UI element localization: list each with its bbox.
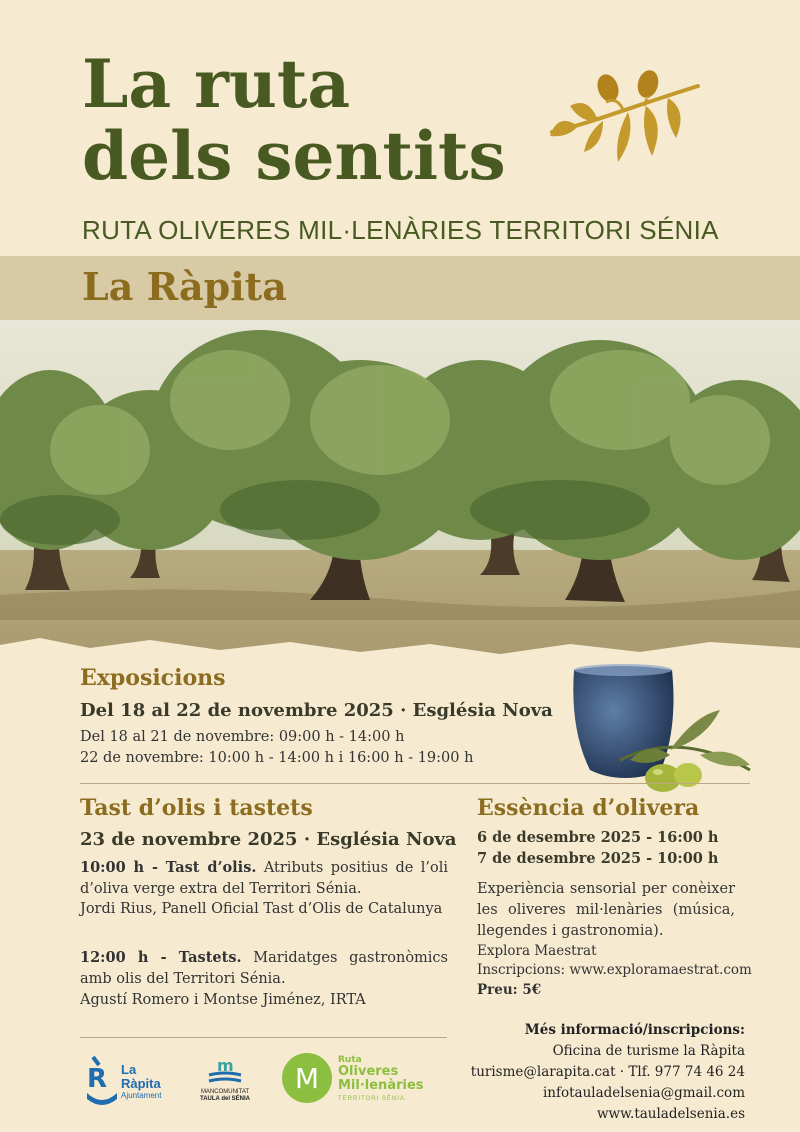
tasting-glass-image [560,660,760,800]
rapita-logo-icon [85,1055,119,1105]
title-line-1: La ruta [82,45,351,123]
logos-divider [80,1037,447,1038]
tast-item-2-people: Agustí Romero i Montse Jiménez, IRTA [80,992,366,1008]
tast-item-1-time: 10:00 h - Tast d’olis. [80,859,257,876]
ruta-oliveres-logo [282,1053,442,1109]
town-name: La Ràpita [82,264,287,309]
tast-item-2-text: Maridatges gastronòmics amb olis del Territori Sénia. [80,950,448,987]
tast-item-1 [80,857,448,900]
essencia-inscriptions: Inscripcions: www.exploramaestrat.com [477,962,752,978]
info-line-2[interactable]: turisme@larapita.cat · Tlf. 977 74 46 24 [470,1064,745,1080]
mancomunitat-logo-icon [205,1057,245,1085]
rapita-ajuntament-logo [85,1055,175,1110]
tast-heading: Tast d’olis i tastets [80,795,313,821]
svg-text:R: R [87,1064,108,1094]
rapita-logo-sub: Ajuntament [121,1091,162,1100]
info-line-3[interactable]: infotauladelsenia@gmail.com [542,1085,745,1101]
tast-item-2 [80,947,448,990]
rapita-logo-name: La Ràpita [121,1062,161,1091]
essencia-price: Preu: 5€ [477,982,542,998]
ruta-logo-line-4: TERRITORI SÉNIA [338,1096,405,1102]
essencia-organizer: Explora Maestrat [477,943,597,959]
info-line-4[interactable]: www.tauladelsenia.es [596,1106,745,1122]
subtitle: RUTA OLIVERES MIL·LENÀRIES TERRITORI SÉNIA [82,215,719,245]
essencia-date-1: 6 de desembre 2025 - 16:00 h [477,829,719,846]
essencia-heading: Essència d’olivera [477,795,700,821]
ruta-logo-line-3: Mil·lenàries [338,1078,424,1093]
mancomunitat-line-1: MANCOMUNITAT [200,1089,250,1095]
info-line-1: Oficina de turisme la Ràpita [552,1043,745,1059]
info-heading: Més informació/inscripcions: [524,1022,745,1038]
essencia-description: Experiència sensorial per conèixer les oliveres mil·lenàries (música, llegendes i gastronomia). [477,881,735,939]
tast-item-2-time: 12:00 h - Tastets. [80,949,242,966]
mancomunitat-logo [195,1057,255,1107]
exposicions-line-2: 22 de novembre: 10:00 h - 14:00 h i 16:00 h - 19:00 h [80,750,474,766]
exposicions-dates: Del 18 al 22 de novembre 2025 · Església Nova [80,700,553,721]
ruta-logo-line-2: Oliveres [338,1064,399,1079]
exposicions-heading: Exposicions [80,665,226,691]
essencia-date-2: 7 de desembre 2025 - 10:00 h [477,850,719,867]
tast-item-1-people: Jordi Rius, Panell Oficial Tast d’Olis de Catalunya [80,901,443,917]
tast-date: 23 de novembre 2025 · Església Nova [80,829,457,850]
tast-item-1-text: Atributs positius de l’oli d’oliva verge extra del Territori Sénia. [80,860,449,897]
title-line-2: dels sentits [82,117,506,195]
mancomunitat-line-2: TAULA del SÉNIA [199,1096,250,1102]
poster-title [82,45,506,195]
info-block [471,1020,745,1125]
exposicions-line-1: Del 18 al 21 de novembre: 09:00 h - 14:00 h [80,729,405,745]
olive-branch-icon [548,66,708,184]
olive-grove-photo [0,320,800,660]
svg-text:m: m [217,1057,234,1075]
section-divider [80,783,750,784]
ruta-logo-mark: M [282,1053,332,1103]
ruta-logo-word: Ruta [338,1055,362,1065]
